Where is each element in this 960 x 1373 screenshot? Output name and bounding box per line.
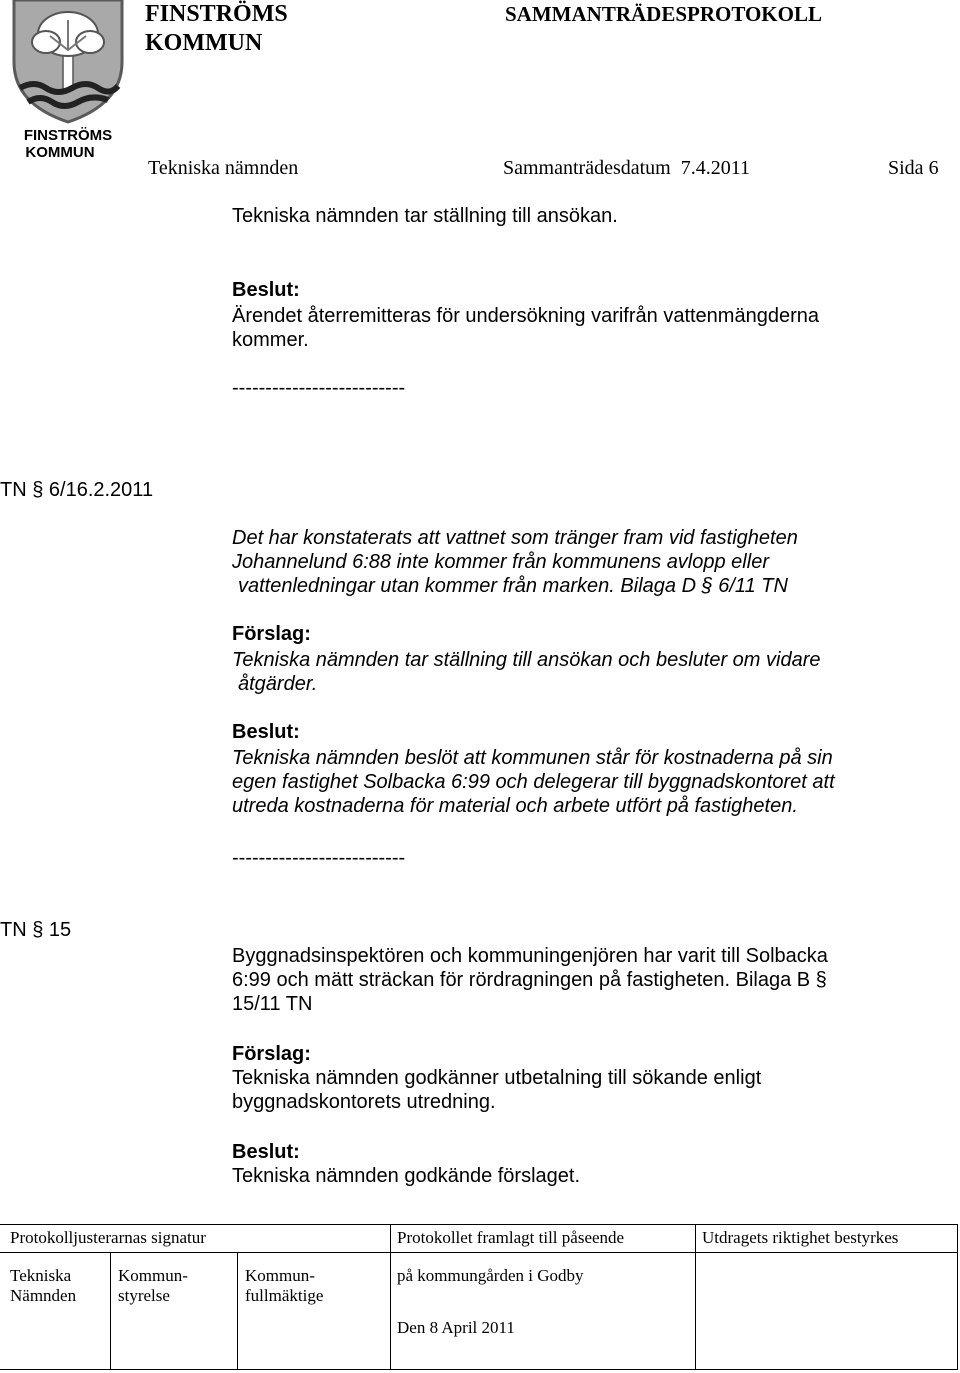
table-rule bbox=[0, 1224, 958, 1225]
signer-board bbox=[118, 1266, 188, 1306]
signer-committee bbox=[10, 1266, 76, 1306]
decision-label: Beslut: bbox=[232, 1141, 300, 1163]
section-separator: -------------------------- bbox=[232, 377, 406, 399]
proposal-line: Tekniska nämnden tar ställning till ansökan och besluter om vidare bbox=[232, 649, 821, 671]
org-name-line2: KOMMUN bbox=[145, 30, 263, 56]
table-rule bbox=[237, 1252, 238, 1370]
decision-line: egen fastighet Solbacka 6:99 och delegerar till byggnadskontoret att bbox=[232, 771, 835, 793]
decision-line: utreda kostnaderna för material och arbete utfört på fastigheten. bbox=[232, 795, 798, 817]
signer-line: Kommun- bbox=[118, 1266, 188, 1285]
table-rule bbox=[957, 1224, 958, 1370]
coat-of-arms-icon bbox=[10, 0, 126, 160]
item-reference: TN § 6/16.2.2011 bbox=[0, 479, 154, 501]
logo-text-line2: KOMMUN bbox=[25, 144, 95, 160]
decision-line: Tekniska nämnden beslöt att kommunen står för kostnaderna på sin bbox=[232, 747, 833, 769]
item-body-line: Byggnadsinspektören och kommuningenjören har varit till Solbacka bbox=[232, 945, 828, 967]
proposal-line: åtgärder. bbox=[238, 673, 318, 695]
section-separator: -------------------------- bbox=[232, 847, 406, 869]
decision-label: Beslut: bbox=[232, 721, 300, 743]
item-reference: TN § 15 bbox=[0, 919, 72, 941]
decision-line: Ärendet återremitteras för undersökning varifrån vattenmängderna bbox=[232, 305, 819, 327]
posting-date: Den 8 April 2011 bbox=[397, 1318, 515, 1337]
certification-header: Utdragets riktighet bestyrkes bbox=[702, 1228, 899, 1247]
signer-line: fullmäktige bbox=[245, 1286, 324, 1305]
table-rule bbox=[110, 1252, 111, 1370]
logo-text-line1: FINSTRÖMS bbox=[23, 127, 113, 144]
item-body-line: 15/11 TN bbox=[232, 993, 313, 1015]
decision-line: kommer. bbox=[232, 329, 309, 351]
decision-label: Beslut: bbox=[232, 279, 300, 301]
item-body-line: Johannelund 6:88 inte kommer från kommunens avlopp eller bbox=[232, 551, 769, 573]
previous-statement: Tekniska nämnden tar ställning till ansökan. bbox=[232, 205, 618, 227]
signer-line: styrelse bbox=[118, 1286, 170, 1305]
committee-name: Tekniska nämnden bbox=[148, 157, 299, 179]
page-value: 6 bbox=[928, 157, 939, 179]
document-type: SAMMANTRÄDESPROTOKOLL bbox=[505, 2, 822, 26]
item-body-line: Det har konstaterats att vattnet som tränger fram vid fastigheten bbox=[232, 527, 798, 549]
signature-header: Protokolljusterarnas signatur bbox=[10, 1228, 206, 1247]
meeting-date bbox=[503, 156, 750, 180]
signer-line: Nämnden bbox=[10, 1286, 77, 1305]
proposal-line: byggnadskontorets utredning. bbox=[232, 1091, 496, 1113]
posting-header: Protokollet framlagt till påseende bbox=[397, 1228, 625, 1247]
page-label: Sida bbox=[888, 157, 924, 179]
signer-line: Kommun- bbox=[245, 1266, 315, 1285]
proposal-line: Tekniska nämnden godkänner utbetalning till sökande enligt bbox=[232, 1067, 762, 1089]
table-rule bbox=[0, 1252, 958, 1253]
org-name-line1: FINSTRÖMS bbox=[145, 1, 288, 27]
meeting-date-label: Sammanträdesdatum bbox=[503, 157, 671, 179]
proposal-label: Förslag: bbox=[232, 1043, 311, 1065]
table-rule bbox=[0, 1369, 958, 1370]
municipality-logo bbox=[10, 0, 126, 160]
signer-line: Tekniska bbox=[10, 1266, 72, 1285]
table-rule bbox=[390, 1224, 391, 1370]
decision-line: Tekniska nämnden godkände förslaget. bbox=[232, 1165, 581, 1187]
page-number bbox=[888, 156, 939, 180]
posting-place: på kommungården i Godby bbox=[397, 1266, 584, 1285]
table-rule bbox=[695, 1224, 696, 1370]
signer-council bbox=[245, 1266, 323, 1306]
meeting-date-value: 7.4.2011 bbox=[680, 157, 750, 179]
item-body-line: vattenledningar utan kommer från marken. Bilaga D § 6/11 TN bbox=[238, 575, 788, 597]
item-body-line: 6:99 och mätt sträckan för rördragningen på fastigheten. Bilaga B § bbox=[232, 969, 827, 991]
proposal-label: Förslag: bbox=[232, 623, 311, 645]
